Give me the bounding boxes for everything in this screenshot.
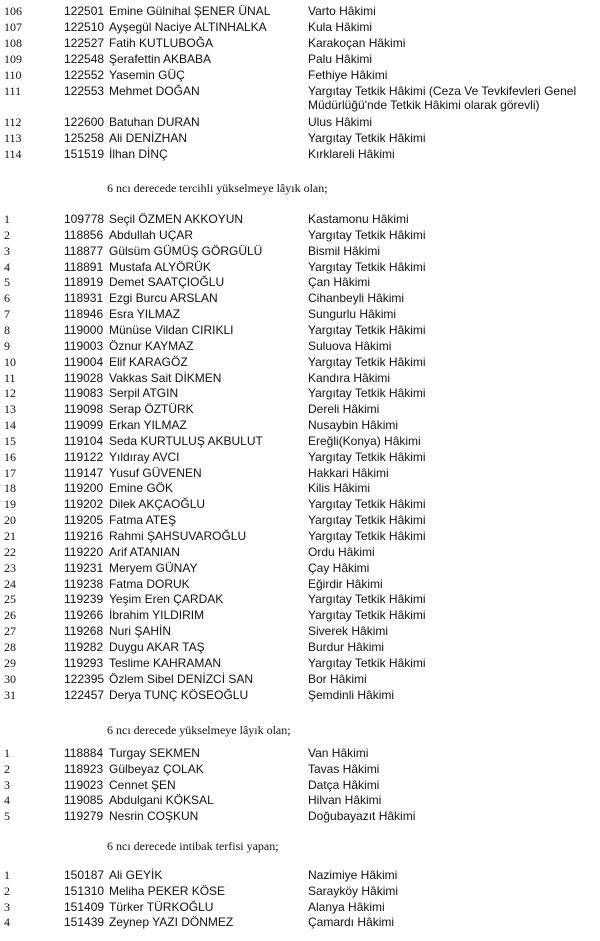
row-number: 3 <box>4 243 10 258</box>
assignment: Suluova Hâkimi <box>308 338 392 353</box>
registry-number: 109778 <box>64 212 105 226</box>
registry-number: 119000 <box>64 322 104 337</box>
assignment: Hakkari Hâkimi <box>308 465 389 480</box>
registry-number: 151519 <box>64 147 105 162</box>
person-name: Zeynep YAZI DÖNMEZ <box>109 915 234 930</box>
person-name: Serap ÖZTÜRK <box>109 402 194 417</box>
row-number: 109 <box>4 51 22 66</box>
registry-number: 119279 <box>64 809 104 824</box>
person-name: Nuri ŞAHİN <box>109 624 172 639</box>
assignment: Kula Hâkimi <box>308 19 373 34</box>
row-number: 4 <box>4 915 10 930</box>
person-name: Serpil ATGIN <box>109 386 179 401</box>
person-name: Fatma ATEŞ <box>109 513 177 528</box>
registry-number: 119003 <box>64 338 104 353</box>
person-name: Mehmet DOĞAN <box>109 83 200 98</box>
assignment: Sungurlu Hâkimi <box>308 307 397 322</box>
registry-number: 119293 <box>64 655 104 670</box>
row-number: 114 <box>4 147 22 162</box>
person-name: İbrahim YILDIRIM <box>109 608 205 623</box>
person-name: Ali GEYİK <box>109 868 163 882</box>
person-name: Gülsüm GÜMÜŞ GÖRGÜLÜ <box>109 243 263 258</box>
row-number: 19 <box>4 497 16 512</box>
registry-number: 119266 <box>64 608 104 623</box>
row-number: 4 <box>4 259 10 274</box>
person-name: Özlem Sibel DENİZCİ SAN <box>109 671 254 686</box>
registry-number: 119099 <box>64 418 104 433</box>
registry-number: 119122 <box>64 449 104 464</box>
assignment: Cihanbeyli Hâkimi <box>308 291 405 306</box>
assignment: Kırklareli Hâkimi <box>308 147 395 162</box>
person-name: Öznur KAYMAZ <box>109 338 194 353</box>
row-number: 6 <box>4 291 10 306</box>
person-name: Seda KURTULUŞ AKBULUT <box>109 433 263 448</box>
row-number: 3 <box>4 899 10 914</box>
person-name: İlhan DİNÇ <box>109 147 168 162</box>
person-name: Yeşim Eren ÇARDAK <box>109 592 224 607</box>
registry-number: 119083 <box>64 386 104 401</box>
registry-number: 119231 <box>64 560 104 575</box>
section-heading: 6 ncı derecede intibak terfisi yapan; <box>107 839 279 853</box>
registry-number: 119202 <box>64 497 104 512</box>
row-number: 106 <box>4 4 22 18</box>
registry-number: 122600 <box>64 115 105 130</box>
person-name: Fatma DORUK <box>109 576 190 591</box>
registry-number: 119004 <box>64 354 104 369</box>
row-number: 18 <box>4 481 16 496</box>
row-number: 110 <box>4 67 22 82</box>
registry-number: 118884 <box>64 746 104 760</box>
assignment: Datça Hâkimi <box>308 777 380 792</box>
row-number: 17 <box>4 465 16 480</box>
person-name: Cennet ŞEN <box>109 777 176 792</box>
row-number: 1 <box>4 212 10 226</box>
section-heading: 6 ncı derecede yükselmeye lâyık olan; <box>107 723 291 737</box>
assignment: Bismil Hâkimi <box>308 243 380 258</box>
assignment: Yargıtay Tetkik Hâkimi <box>308 592 426 607</box>
section-heading: 6 ncı derecede tercihli yükselmeye lâyık olan; <box>107 181 328 195</box>
row-number: 24 <box>4 576 16 591</box>
assignment: Siverek Hâkimi <box>308 624 389 639</box>
person-name: Türker TÜRKOĞLU <box>109 899 214 914</box>
row-number: 25 <box>4 592 16 607</box>
assignment: Varto Hâkimi <box>308 4 376 18</box>
registry-number: 151439 <box>64 915 105 930</box>
row-number: 23 <box>4 560 16 575</box>
assignment: Şemdinli Hâkimi <box>308 687 395 702</box>
registry-number: 118946 <box>64 307 104 322</box>
assignment: Yargıtay Tetkik Hâkimi <box>308 259 426 274</box>
registry-number: 119239 <box>64 592 104 607</box>
row-number: 9 <box>4 338 10 353</box>
row-number: 11 <box>4 370 16 385</box>
person-name: Yusuf GÜVENEN <box>109 465 202 480</box>
assignment: Palu Hâkimi <box>308 51 373 66</box>
registry-number: 119147 <box>64 465 104 480</box>
assignment: Dereli Hâkimi <box>308 402 380 417</box>
assignment: Eğirdir Hâkimi <box>308 576 383 591</box>
assignment: Karakoçan Hâkimi <box>308 35 406 50</box>
person-name: Şerafettin AKBABA <box>109 51 212 66</box>
row-number: 20 <box>4 513 16 528</box>
assignment: Nusaybin Hâkimi <box>308 418 399 433</box>
row-number: 22 <box>4 544 16 559</box>
assignment: Yargıtay Tetkik Hâkimi (Ceza Ve Tevkifevleri Genel Müdürlüğü'nde Tetkik Hâkimi olarak görevli) <box>308 83 577 112</box>
row-number: 7 <box>4 307 10 322</box>
assignment: Yargıtay Tetkik Hâkimi <box>308 131 426 146</box>
assignment: Fethiye Hâkimi <box>308 67 388 82</box>
row-number: 4 <box>4 793 10 808</box>
assignment: Ereğli(Konya) Hâkimi <box>308 433 421 448</box>
registry-number: 122510 <box>64 19 105 34</box>
person-name: Mustafa ALYÖRÜK <box>109 259 211 274</box>
assignment: Yargıtay Tetkik Hâkimi <box>308 354 426 369</box>
assignment: Ulus Hâkimi <box>308 115 373 130</box>
person-name: Ali DENİZHAN <box>109 131 188 146</box>
row-number: 111 <box>4 83 22 98</box>
registry-number: 150187 <box>64 868 105 882</box>
assignment: Tavas Hâkimi <box>308 761 380 776</box>
registry-number: 119200 <box>64 481 104 496</box>
row-number: 16 <box>4 449 16 464</box>
person-name: Ezgi Burcu ARSLAN <box>109 291 218 306</box>
row-number: 28 <box>4 639 16 654</box>
person-name: Abdullah UÇAR <box>109 227 194 242</box>
person-name: Nesrin COŞKUN <box>109 809 199 824</box>
assignment: Van Hâkimi <box>308 746 369 760</box>
person-name: Ayşegül Naciye ALTINHALKA <box>109 19 267 34</box>
row-number: 2 <box>4 883 10 898</box>
row-number: 8 <box>4 322 10 337</box>
row-number: 31 <box>4 687 16 702</box>
person-name: Yasemin GÜÇ <box>109 67 185 82</box>
registry-number: 118856 <box>64 227 104 242</box>
assignment: Nazimiye Hâkimi <box>308 868 398 882</box>
registry-number: 119268 <box>64 624 104 639</box>
registry-number: 119216 <box>64 529 104 543</box>
registry-number: 118877 <box>64 243 104 258</box>
row-number: 3 <box>4 777 10 792</box>
assignment: Yargıtay Tetkik Hâkimi <box>308 529 426 543</box>
person-name: Yıldıray AVCI <box>109 449 180 464</box>
person-name: Rahmi ŞAHSUVAROĞLU <box>109 529 247 543</box>
person-name: Münüse Vildan CIRIKLI <box>109 322 234 337</box>
person-name: Meryem GÜNAY <box>109 560 198 575</box>
row-number: 108 <box>4 35 22 50</box>
registry-number: 118891 <box>64 259 104 274</box>
row-number: 1 <box>4 868 10 882</box>
registry-number: 122553 <box>64 83 105 98</box>
person-name: Esra YILMAZ <box>109 307 181 322</box>
row-number: 29 <box>4 655 16 670</box>
registry-number: 118923 <box>64 761 104 776</box>
row-number: 5 <box>4 275 10 290</box>
assignment: Kastamonu Hâkimi <box>308 212 409 226</box>
assignment: Yargıtay Tetkik Hâkimi <box>308 322 426 337</box>
row-number: 26 <box>4 608 16 623</box>
person-name: Turgay SEKMEN <box>109 746 200 760</box>
row-number: 27 <box>4 624 16 639</box>
assignment: Alanya Hâkimi <box>308 899 385 914</box>
person-name: Meliha PEKER KÖSE <box>109 883 226 898</box>
assignment: Ordu Hâkimi <box>308 544 375 559</box>
assignment: Yargıtay Tetkik Hâkimi <box>308 386 426 401</box>
registry-number: 122548 <box>64 51 105 66</box>
registry-number: 118931 <box>64 291 104 306</box>
assignment: Sarayköy Hâkimi <box>308 883 399 898</box>
assignment: Yargıtay Tetkik Hâkimi <box>308 227 426 242</box>
person-name: Batuhan DURAN <box>109 115 200 130</box>
assignment: Çamardı Hâkimi <box>308 915 395 930</box>
assignment: Çan Hâkimi <box>308 275 371 290</box>
person-name: Dilek AKÇAOĞLU <box>109 497 206 512</box>
row-number: 1 <box>4 746 10 760</box>
row-number: 15 <box>4 433 16 448</box>
row-number: 107 <box>4 19 22 34</box>
registry-number: 119220 <box>64 544 104 559</box>
person-name: Gülbeyaz ÇOLAK <box>109 761 204 776</box>
assignment: Kilis Hâkimi <box>308 481 371 496</box>
assignment: Yargıtay Tetkik Hâkimi <box>308 449 426 464</box>
row-number: 5 <box>4 809 10 824</box>
registry-number: 118919 <box>64 275 104 290</box>
registry-number: 151310 <box>64 883 105 898</box>
registry-number: 119282 <box>64 639 104 654</box>
person-name: Seçil ÖZMEN AKKOYUN <box>109 212 244 226</box>
row-number: 112 <box>4 115 22 130</box>
registry-number: 119028 <box>64 370 104 385</box>
registry-number: 119023 <box>64 777 104 792</box>
registry-number: 119238 <box>64 576 104 591</box>
row-number: 21 <box>4 529 16 543</box>
assignment: Yargıtay Tetkik Hâkimi <box>308 513 426 528</box>
registry-number: 122527 <box>64 35 105 50</box>
registry-number: 119085 <box>64 793 104 808</box>
row-number: 30 <box>4 671 16 686</box>
row-number: 13 <box>4 402 16 417</box>
person-name: Duygu AKAR TAŞ <box>109 639 205 654</box>
registry-number: 122457 <box>64 687 105 702</box>
assignment: Hilvan Hâkimi <box>308 793 382 808</box>
assignment: Bor Hâkimi <box>308 671 367 686</box>
registry-number: 125258 <box>64 131 105 146</box>
row-number: 14 <box>4 418 16 433</box>
person-name: Demet SAATÇIOĞLU <box>109 275 225 290</box>
registry-number: 119205 <box>64 513 104 528</box>
registry-number: 151409 <box>64 899 105 914</box>
person-name: Erkan YILMAZ <box>109 418 187 433</box>
assignment: Doğubayazıt Hâkimi <box>308 809 416 824</box>
person-name: Arif ATANIAN <box>109 544 180 559</box>
registry-number: 122501 <box>64 4 105 18</box>
assignment: Kandıra Hâkimi <box>308 370 391 385</box>
person-name: Emine GÖK <box>109 481 174 496</box>
row-number: 2 <box>4 227 10 242</box>
registry-number: 119104 <box>64 433 104 448</box>
assignment: Çay Hâkimi <box>308 560 370 575</box>
assignment: Burdur Hâkimi <box>308 639 385 654</box>
row-number: 12 <box>4 386 16 401</box>
assignment: Yargıtay Tetkik Hâkimi <box>308 608 426 623</box>
person-name: Teslime KAHRAMAN <box>109 655 222 670</box>
person-name: Vakkas Sait DİKMEN <box>109 370 222 385</box>
registry-number: 122395 <box>64 671 105 686</box>
row-number: 113 <box>4 131 22 146</box>
person-name: Fatih KUTLUBOĞA <box>109 35 214 50</box>
person-name: Elif KARAGÖZ <box>109 354 188 369</box>
person-name: Derya TUNÇ KÖSEOĞLU <box>109 687 249 702</box>
person-name: Emine Gülnihal ŞENER ÜNAL <box>109 4 271 18</box>
assignment: Yargıtay Tetkik Hâkimi <box>308 655 426 670</box>
person-name: Abdulgani KÖKSAL <box>109 793 214 808</box>
row-number: 2 <box>4 761 10 776</box>
registry-number: 122552 <box>64 67 105 82</box>
registry-number: 119098 <box>64 402 104 417</box>
row-number: 10 <box>4 354 16 369</box>
assignment: Yargıtay Tetkik Hâkimi <box>308 497 426 512</box>
